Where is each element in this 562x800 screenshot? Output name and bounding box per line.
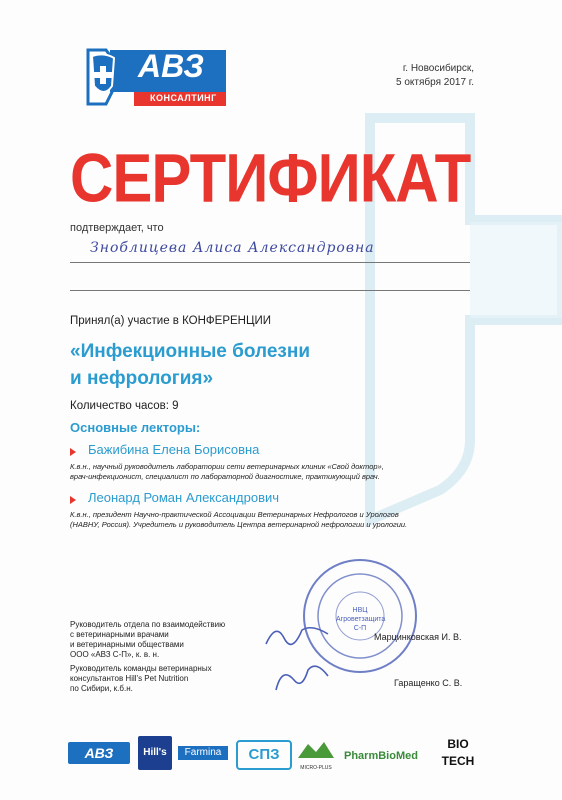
conference-line-2: и нефрология» bbox=[70, 368, 214, 389]
sponsor-microplus: MICRO-PLUS bbox=[296, 740, 336, 770]
city-text: г. Новосибирск, bbox=[402, 63, 474, 74]
hours-text: Количество часов: 9 bbox=[70, 400, 179, 412]
lecturer-name-1: Бажибина Елена Борисовна bbox=[88, 442, 260, 457]
signature-name-1: Марцинковская И. В. bbox=[374, 632, 462, 642]
sponsor-biotech: BIO TECH bbox=[441, 737, 475, 768]
logo-subtext: КОНСАЛТИНГ bbox=[150, 93, 217, 103]
lecturer-bullet-1 bbox=[70, 448, 76, 456]
lecturer-bullet-2 bbox=[70, 496, 76, 504]
signature-scribble-2 bbox=[272, 660, 332, 694]
signature-role-1: Руководитель отдела по взаимодействию с ветеринарными врачами и ветеринарными обществами ООО «АВЗ С-П», к. в. н. bbox=[70, 620, 226, 659]
sponsor-pharmbiomed: PharmBioMed bbox=[344, 750, 418, 762]
recipient-name: Зноблицева Алиса Александровна bbox=[90, 240, 375, 256]
lecturer-name-2: Леонард Роман Александрович bbox=[88, 490, 280, 505]
city-date bbox=[304, 62, 474, 90]
sponsor-spz: СПЗ bbox=[236, 740, 292, 770]
confirms-text: подтверждает, что bbox=[70, 222, 164, 234]
date-text: 5 октября 2017 г. bbox=[396, 77, 474, 88]
official-stamp bbox=[300, 556, 420, 676]
recipient-line bbox=[70, 262, 470, 263]
signature-scribble-1 bbox=[262, 620, 332, 650]
participated-text: Принял(а) участие в КОНФЕРЕНЦИИ bbox=[70, 315, 272, 327]
logo-text: АВЗ bbox=[138, 48, 204, 84]
sponsor-avz: АВЗ bbox=[68, 742, 130, 764]
lecturer-desc-1: К.в.н., научный руководитель лаборатории сети ветеринарных клиник «Свой доктор», врач-инфекционист, специалист по лабораторной диагностике, практикующий врач. bbox=[70, 462, 384, 481]
conference-line-1: «Инфекционные болезни bbox=[70, 341, 310, 362]
conference-title bbox=[70, 338, 400, 392]
lecturers-heading: Основные лекторы: bbox=[70, 420, 201, 435]
sponsor-logos bbox=[68, 736, 488, 776]
lecturer-desc-2: К.в.н., президент Научно-практической Ассоциации Ветеринарных Нефрологов и Урологов (НАВНУ, Россия). Учредитель и руководитель Центра ветеринарной нефрологии и урологии. bbox=[70, 510, 408, 529]
certificate-title: СЕРТИФИКАТ bbox=[70, 139, 471, 217]
stamp-text: НВЦ Агроветзащита С-П bbox=[336, 607, 386, 632]
signature-role-2: Руководитель команды ветеринарных консультантов Hill's Pet Nutrition по Сибири, к.б.н. bbox=[70, 664, 212, 693]
signature-name-2: Гаращенко С. В. bbox=[394, 678, 463, 688]
recipient-line-2 bbox=[70, 290, 470, 291]
avz-logo bbox=[82, 46, 228, 108]
sponsor-hills: Hill's bbox=[138, 736, 172, 770]
sponsor-farmina: Farmina bbox=[178, 738, 228, 768]
